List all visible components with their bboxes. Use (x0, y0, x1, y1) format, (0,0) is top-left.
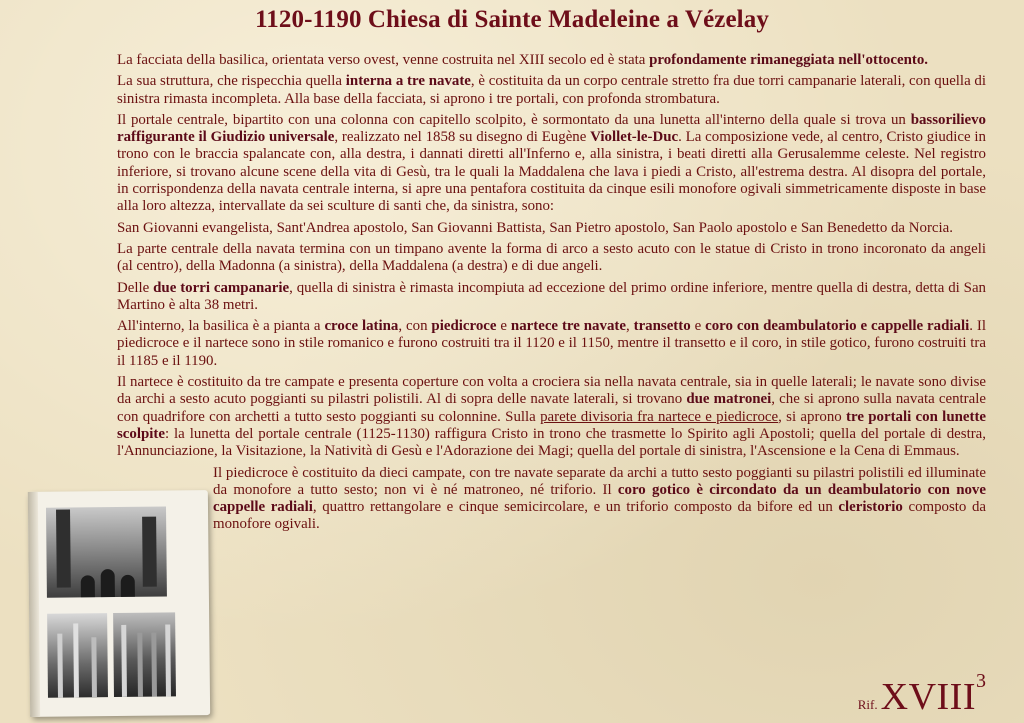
text-run: Delle (117, 279, 154, 296)
text-run: e (690, 318, 706, 335)
text-run: La sua struttura, che rispecchia quella (117, 73, 346, 90)
column (151, 633, 157, 697)
paragraph-structure (117, 73, 986, 108)
bold-run: interna a tre navate (345, 73, 471, 90)
column (73, 623, 79, 697)
column (137, 633, 143, 697)
bold-run: Viollet-le-Duc (590, 129, 679, 146)
paragraph-interior (117, 318, 986, 370)
bold-run: profondamente rimaneggiata nell'ottocento. (649, 52, 928, 68)
bold-run: croce latina (324, 318, 399, 335)
bold-run: coro gotico è circondato da un deambulatorio con nove cappelle radiali (213, 481, 986, 516)
text-run: : la lunetta del portale centrale (1125-1130) raffigura Cristo in trono che trasmette lo Spirito agli Apostoli; quella del portale di destra, l'Annunciazione, la Visitazione, la Natività di Gesù e l'Adorazione dei Magi; quella del portale di sinistra, l'Ascensione e la Cena di Emmaus. (117, 425, 986, 460)
text-run: e (496, 318, 511, 335)
text-run: Il piedicroce è costituito da dieci campate, con tre navate separate da archi a tutto sesto poggianti su pilastri polistili ed illuminate da monofore a tutto sesto; non vi è né matroneo, né triforio. Il (213, 464, 986, 498)
text-run: Il portale centrale, bipartito con una colonna con capitello scolpito, è sormontato da una lunetta all'interno della quale si trova un (117, 111, 911, 128)
bell-tower-right (142, 517, 157, 587)
text-run: La facciata della basilica, orientata verso ovest, venne costruita nel XIII secolo ed è stata (117, 52, 650, 68)
bold-run: coro con deambulatorio e cappelle radiali (705, 318, 970, 335)
text-run: , realizzato nel 1858 su disegno di Eugène (334, 129, 591, 146)
arch (121, 575, 135, 597)
reference-superscript: 3 (976, 670, 986, 692)
text-run: Il nartece è costituito da tre campate e presenta coperture con volta a crociera sia nella navata centrale, sia in quelle laterali; le navate sono divise da archi a sesto acuto poggianti su pilastri polistili. Al di sopra delle navate laterali, si trovano (117, 374, 986, 408)
arch (81, 575, 95, 597)
paragraph-towers (117, 280, 986, 315)
page-title: 1120-1190 Chiesa di Sainte Madeleine a Vézelay (255, 6, 769, 33)
church-facade-photo (46, 507, 167, 598)
paragraph-narthex (117, 374, 986, 460)
text-run: , quella di sinistra è rimasta incompiuta ad eccezione del primo ordine inferiore, mentre quella di destra, detta di San Martino è alta 38 metri. (117, 279, 986, 313)
paragraph-central-portal (117, 112, 986, 216)
paragraph-tympanum: La parte centrale della navata termina con un timpano avente la forma di arco a sesto acuto con le statue di Cristo in trono incoronato da angeli (al centro), della Madonna (a sinistra), della Maddalena (a destra) e di due angeli. (117, 240, 986, 275)
bell-tower-left (56, 510, 71, 588)
text-run: , quattro rettangolare e cinque semicircolare, e un triforio composto da bifore ed un (312, 499, 839, 516)
bold-run: nartece tre navate (510, 318, 626, 335)
paragraph-facade (117, 52, 986, 69)
text-run: , (625, 318, 634, 335)
bold-run: piedicroce (431, 318, 497, 335)
church-interior-photo (113, 612, 176, 697)
document-body (117, 52, 986, 538)
bold-run: transetto (633, 318, 691, 335)
paragraph-nave (213, 465, 986, 534)
text-run: , che si aprono sulla navata centrale con quadrifore con archetti a tutto sesto poggianti su colonnine. Sulla (117, 391, 986, 425)
church-exterior-photo (47, 613, 108, 698)
column (57, 634, 63, 698)
reference-mark (858, 670, 986, 719)
text-run: , con (398, 318, 432, 335)
text-run: . La composizione vede, al centro, Cristo giudice in trono con le braccia spalancate con, alla destra, i dannati diretti all'Inferno e, alla sinistra, i beati diretti alla Gerusalemme celeste. Nel registro inferiore, si trovano alcune scene della vita di Gesù, tra le quali la Maddalena che lava i piedi a Cristo, all'estrema destra. Al disopra del portale, in corrispondenza della navata centrale interna, si apre una pentafora costituita da cinque esili monofore ogivali simmetricamente disposte in base alla loro altezza, intervallate da sei sculture di santi che, da sinistra, sono: (117, 129, 986, 215)
text-run: All'interno, la basilica è a pianta a (117, 318, 325, 335)
bold-run: bassorilievo raffigurante il Giudizio universale (117, 111, 986, 146)
underlined-run: parete divisoria fra nartece e piedicroce (540, 408, 779, 425)
reference-label: Rif. (857, 697, 878, 712)
bold-run: due torri campanarie (153, 279, 290, 296)
paragraph-saints: San Giovanni evangelista, Sant'Andrea apostolo, San Giovanni Battista, San Pietro apostolo, San Paolo apostolo e San Benedetto da Norcia. (117, 219, 953, 236)
bold-run: due matronei (686, 391, 772, 408)
bold-run: cleristorio (838, 499, 903, 516)
column (121, 625, 127, 697)
column (91, 637, 97, 697)
book-page-photo (28, 490, 210, 717)
book-spine-shadow (28, 492, 40, 717)
reference-number: XVIII (880, 676, 976, 718)
arch (101, 569, 115, 597)
text-run: composto da monofore ogivali. (213, 499, 986, 533)
bold-run: tre portali con lunette scolpite (117, 408, 987, 442)
text-run: . Il piedicroce e il nartece sono in stile romanico e furono costruiti tra il 1120 e il 1150, mentre il transetto e il coro, in stile gotico, furono costruiti tra il 1185 e il 1190. (117, 318, 986, 369)
text-run: , si aprono (778, 408, 847, 425)
column (165, 624, 171, 696)
text-run: , è costituita da un corpo centrale stretto fra due torri campanarie laterali, con quella di sinistra rimasta incompleta. Alla base della facciata, si aprono i tre portali, con profonda strombatura. (117, 73, 987, 107)
